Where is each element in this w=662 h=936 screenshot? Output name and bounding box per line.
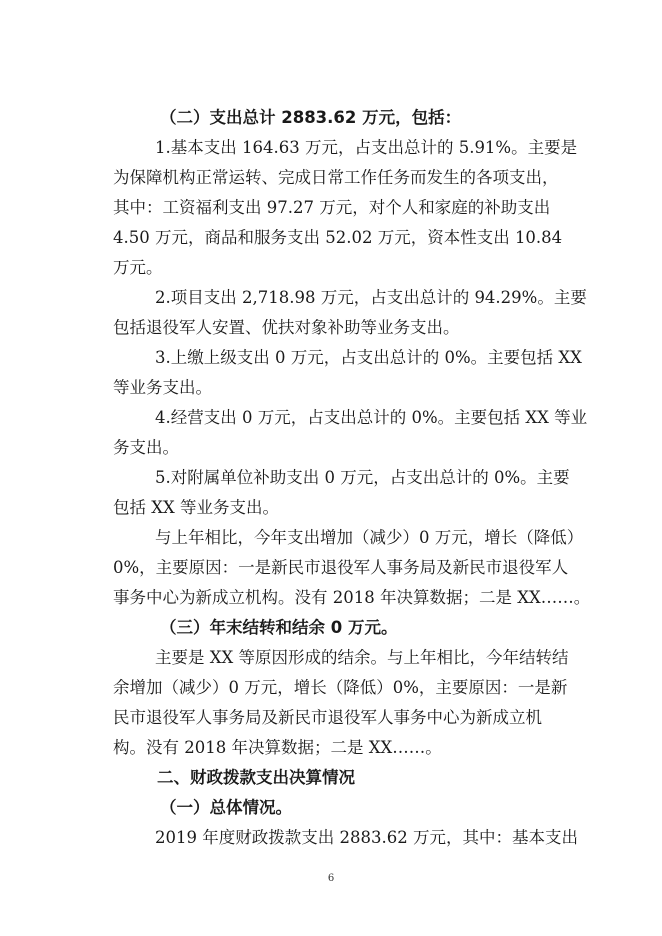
text-line: 等业务支出。 [112,378,212,397]
text-line: 构。没有 2018 年决算数据；二是 XX……。 [112,738,442,757]
text-line: 务支出。 [112,438,179,457]
text-line: 包括 XX 等业务支出。 [112,498,279,517]
text-line: （二）支出总计 2883.62 万元，包括： [159,108,462,127]
text-line: 4.经营支出 0 万元，占支出总计的 0%。主要包括 XX 等业 [154,408,588,427]
text-line: 事务中心为新成立机构。没有 2018 年决算数据；二是 XX……。 [112,588,591,607]
text-line: 3.上缴上级支出 0 万元，占支出总计的 0%。主要包括 XX [154,348,582,367]
text-line: 0%，主要原因：一是新民市退役军人事务局及新民市退役军人 [112,558,569,577]
text-line: 其中：工资福利支出 97.27 万元，对个人和家庭的补助支出 [112,198,551,217]
text-line: （一）总体情况。 [159,798,292,817]
text-line: 5.对附属单位补助支出 0 万元，占支出总计的 0%。主要 [154,468,570,487]
text-line: 为保障机构正常运转、完成日常工作任务而发生的各项支出， [112,168,559,187]
text-line: 余增加（减少）0 万元，增长（降低）0%，主要原因：一是新 [112,678,568,697]
text-line: 与上年相比，今年支出增加（减少）0 万元，增长（降低） [154,528,584,547]
text-line: 二、财政拨款支出决算情况 [156,768,355,787]
text-line: 2019 年度财政拨款支出 2883.62 万元，其中：基本支出 [154,828,578,847]
text-line: 民市退役军人事务局及新民市退役军人事务中心为新成立机 [112,708,542,727]
text-line: （三）年末结转和结余 0 万元。 [159,618,398,637]
text-line: 2.项目支出 2,718.98 万元，占支出总计的 94.29%。主要 [154,288,587,307]
paragraph-line [134,808,662,868]
text-line: 包括退役军人安置、优扶对象补助等业务支出。 [112,318,460,337]
text-line: 4.50 万元，商品和服务支出 52.02 万元，资本性支出 10.84 [112,228,563,247]
text-line: 1.基本支出 164.63 万元，占支出总计的 5.91%。主要是 [154,138,578,157]
page-number: 6 [327,873,335,884]
text-line: 万元。 [112,258,163,277]
text-line: 主要是 XX 等原因形成的结余。与上年相比，今年结转结 [154,648,569,667]
